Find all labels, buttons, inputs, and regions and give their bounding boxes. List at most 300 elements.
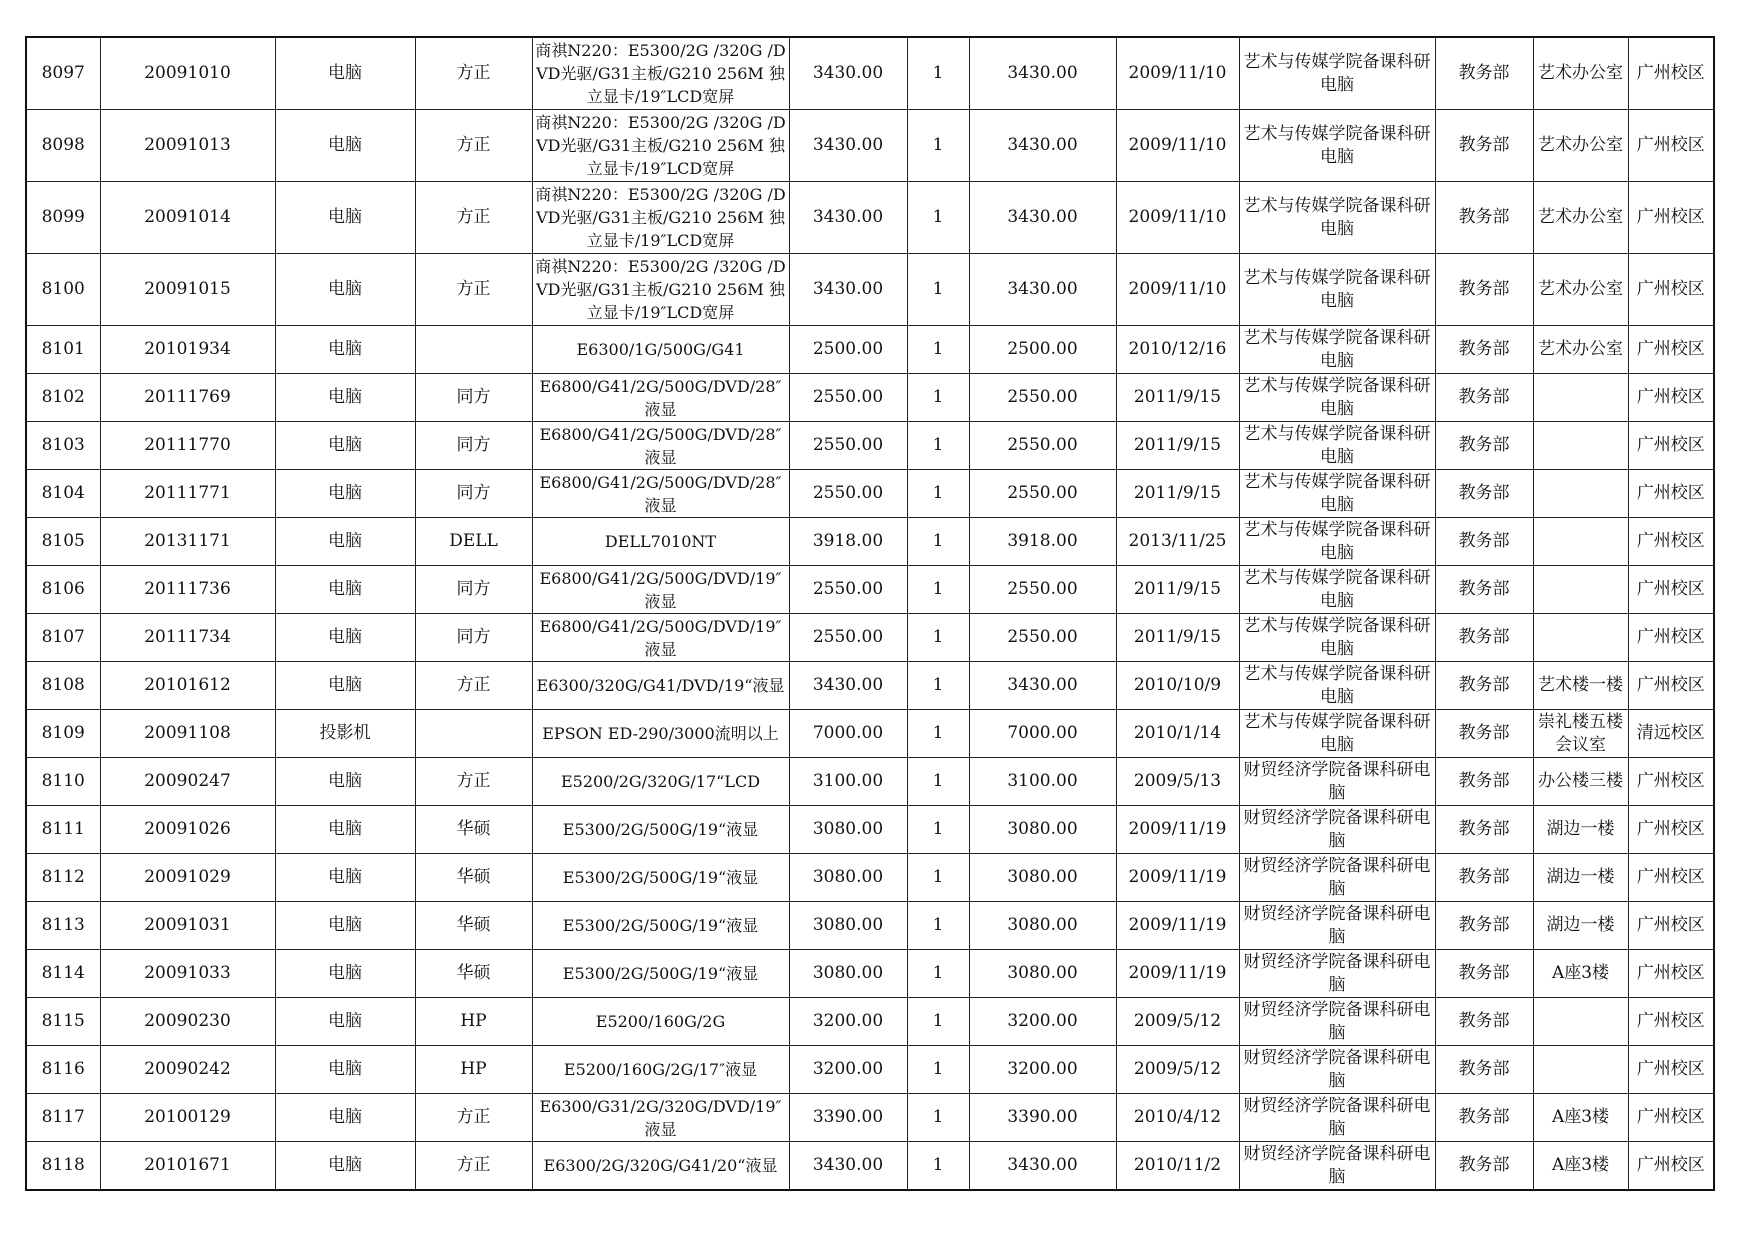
amount-cell: 3430.00 <box>969 110 1116 182</box>
department-cell: 教务部 <box>1435 37 1533 110</box>
purchase-date-cell: 2010/12/16 <box>1116 326 1239 374</box>
department-cell: 教务部 <box>1435 998 1533 1046</box>
department-cell: 教务部 <box>1435 1094 1533 1142</box>
category-cell: 电脑 <box>275 1046 415 1094</box>
category-cell: 电脑 <box>275 110 415 182</box>
campus-cell: 清远校区 <box>1628 710 1714 758</box>
location-cell <box>1533 998 1628 1046</box>
table-row <box>26 1094 1714 1142</box>
amount-cell: 3430.00 <box>969 182 1116 254</box>
brand-cell: 同方 <box>415 614 532 662</box>
campus-cell: 广州校区 <box>1628 758 1714 806</box>
row-number-cell: 8114 <box>26 950 100 998</box>
spec-cell: E5200/160G/2G <box>532 998 789 1046</box>
department-cell: 教务部 <box>1435 758 1533 806</box>
brand-cell: 方正 <box>415 758 532 806</box>
quantity-cell: 1 <box>907 422 969 470</box>
amount-cell: 7000.00 <box>969 710 1116 758</box>
campus-cell: 广州校区 <box>1628 37 1714 110</box>
spec-cell: 商祺N220：E5300/2G /320G /DVD光驱/G31主板/G210 256M 独立显卡/19″LCD宽屏 <box>532 254 789 326</box>
purpose-cell: 艺术与传媒学院备课科研电脑 <box>1239 254 1435 326</box>
location-cell <box>1533 374 1628 422</box>
purchase-date-cell: 2009/11/19 <box>1116 854 1239 902</box>
unit-price-cell: 3080.00 <box>789 854 907 902</box>
category-cell: 电脑 <box>275 37 415 110</box>
amount-cell: 2550.00 <box>969 374 1116 422</box>
purchase-date-cell: 2010/1/14 <box>1116 710 1239 758</box>
asset-id-cell: 20091029 <box>100 854 275 902</box>
location-cell <box>1533 614 1628 662</box>
campus-cell: 广州校区 <box>1628 470 1714 518</box>
quantity-cell: 1 <box>907 854 969 902</box>
asset-id-cell: 20091031 <box>100 902 275 950</box>
brand-cell: 方正 <box>415 254 532 326</box>
quantity-cell: 1 <box>907 758 969 806</box>
quantity-cell: 1 <box>907 950 969 998</box>
location-cell: 湖边一楼 <box>1533 902 1628 950</box>
unit-price-cell: 3200.00 <box>789 1046 907 1094</box>
asset-id-cell: 20091033 <box>100 950 275 998</box>
brand-cell: 方正 <box>415 1142 532 1191</box>
table-row <box>26 110 1714 182</box>
category-cell: 电脑 <box>275 422 415 470</box>
unit-price-cell: 3080.00 <box>789 902 907 950</box>
amount-cell: 3430.00 <box>969 37 1116 110</box>
purchase-date-cell: 2009/5/12 <box>1116 1046 1239 1094</box>
table-row <box>26 950 1714 998</box>
table-row <box>26 37 1714 110</box>
table-row <box>26 182 1714 254</box>
campus-cell: 广州校区 <box>1628 1046 1714 1094</box>
quantity-cell: 1 <box>907 37 969 110</box>
department-cell: 教务部 <box>1435 254 1533 326</box>
location-cell: 艺术办公室 <box>1533 110 1628 182</box>
brand-cell: HP <box>415 998 532 1046</box>
campus-cell: 广州校区 <box>1628 950 1714 998</box>
spec-cell: E6800/G41/2G/500G/DVD/19″液显 <box>532 566 789 614</box>
purpose-cell: 艺术与传媒学院备课科研电脑 <box>1239 374 1435 422</box>
amount-cell: 3430.00 <box>969 254 1116 326</box>
spec-cell: 商祺N220：E5300/2G /320G /DVD光驱/G31主板/G210 256M 独立显卡/19″LCD宽屏 <box>532 182 789 254</box>
table-row <box>26 566 1714 614</box>
spec-cell: E6300/G31/2G/320G/DVD/19″液显 <box>532 1094 789 1142</box>
department-cell: 教务部 <box>1435 326 1533 374</box>
department-cell: 教务部 <box>1435 902 1533 950</box>
purchase-date-cell: 2009/11/10 <box>1116 110 1239 182</box>
department-cell: 教务部 <box>1435 518 1533 566</box>
asset-id-cell: 20111770 <box>100 422 275 470</box>
amount-cell: 3430.00 <box>969 1142 1116 1191</box>
table-row <box>26 758 1714 806</box>
purchase-date-cell: 2009/11/19 <box>1116 806 1239 854</box>
spec-cell: E6800/G41/2G/500G/DVD/28″液显 <box>532 374 789 422</box>
brand-cell: 同方 <box>415 422 532 470</box>
department-cell: 教务部 <box>1435 182 1533 254</box>
department-cell: 教务部 <box>1435 854 1533 902</box>
purpose-cell: 艺术与传媒学院备课科研电脑 <box>1239 614 1435 662</box>
quantity-cell: 1 <box>907 806 969 854</box>
purchase-date-cell: 2009/5/12 <box>1116 998 1239 1046</box>
table-row <box>26 518 1714 566</box>
department-cell: 教务部 <box>1435 710 1533 758</box>
row-number-cell: 8118 <box>26 1142 100 1191</box>
campus-cell: 广州校区 <box>1628 110 1714 182</box>
asset-id-cell: 20131171 <box>100 518 275 566</box>
unit-price-cell: 3430.00 <box>789 110 907 182</box>
purpose-cell: 艺术与传媒学院备课科研电脑 <box>1239 470 1435 518</box>
row-number-cell: 8116 <box>26 1046 100 1094</box>
brand-cell <box>415 710 532 758</box>
spec-cell: DELL7010NT <box>532 518 789 566</box>
campus-cell: 广州校区 <box>1628 374 1714 422</box>
location-cell: 湖边一楼 <box>1533 854 1628 902</box>
table-row <box>26 422 1714 470</box>
category-cell: 电脑 <box>275 470 415 518</box>
category-cell: 电脑 <box>275 998 415 1046</box>
row-number-cell: 8098 <box>26 110 100 182</box>
category-cell: 电脑 <box>275 1142 415 1191</box>
campus-cell: 广州校区 <box>1628 518 1714 566</box>
category-cell: 电脑 <box>275 566 415 614</box>
location-cell: A座3楼 <box>1533 950 1628 998</box>
table-row <box>26 998 1714 1046</box>
location-cell: A座3楼 <box>1533 1142 1628 1191</box>
quantity-cell: 1 <box>907 662 969 710</box>
category-cell: 电脑 <box>275 518 415 566</box>
purpose-cell: 财贸经济学院备课科研电脑 <box>1239 902 1435 950</box>
location-cell: 艺术办公室 <box>1533 254 1628 326</box>
brand-cell: HP <box>415 1046 532 1094</box>
purpose-cell: 艺术与传媒学院备课科研电脑 <box>1239 566 1435 614</box>
location-cell: 崇礼楼五楼会议室 <box>1533 710 1628 758</box>
amount-cell: 2500.00 <box>969 326 1116 374</box>
purpose-cell: 艺术与传媒学院备课科研电脑 <box>1239 37 1435 110</box>
quantity-cell: 1 <box>907 518 969 566</box>
asset-id-cell: 20091108 <box>100 710 275 758</box>
campus-cell: 广州校区 <box>1628 1142 1714 1191</box>
table-row <box>26 854 1714 902</box>
table-row <box>26 1046 1714 1094</box>
quantity-cell: 1 <box>907 254 969 326</box>
campus-cell: 广州校区 <box>1628 662 1714 710</box>
location-cell <box>1533 1046 1628 1094</box>
amount-cell: 3430.00 <box>969 662 1116 710</box>
purpose-cell: 艺术与传媒学院备课科研电脑 <box>1239 422 1435 470</box>
purchase-date-cell: 2009/11/19 <box>1116 902 1239 950</box>
row-number-cell: 8115 <box>26 998 100 1046</box>
purpose-cell: 财贸经济学院备课科研电脑 <box>1239 806 1435 854</box>
campus-cell: 广州校区 <box>1628 182 1714 254</box>
asset-id-cell: 20091010 <box>100 37 275 110</box>
brand-cell: 方正 <box>415 110 532 182</box>
purpose-cell: 财贸经济学院备课科研电脑 <box>1239 950 1435 998</box>
category-cell: 电脑 <box>275 806 415 854</box>
purpose-cell: 财贸经济学院备课科研电脑 <box>1239 854 1435 902</box>
quantity-cell: 1 <box>907 326 969 374</box>
unit-price-cell: 3430.00 <box>789 1142 907 1191</box>
row-number-cell: 8107 <box>26 614 100 662</box>
purpose-cell: 财贸经济学院备课科研电脑 <box>1239 1142 1435 1191</box>
table-row <box>26 470 1714 518</box>
asset-id-cell: 20111736 <box>100 566 275 614</box>
row-number-cell: 8117 <box>26 1094 100 1142</box>
table-row <box>26 902 1714 950</box>
row-number-cell: 8109 <box>26 710 100 758</box>
unit-price-cell: 2550.00 <box>789 614 907 662</box>
purpose-cell: 艺术与传媒学院备课科研电脑 <box>1239 518 1435 566</box>
table-row <box>26 254 1714 326</box>
amount-cell: 3200.00 <box>969 998 1116 1046</box>
amount-cell: 2550.00 <box>969 614 1116 662</box>
purchase-date-cell: 2010/4/12 <box>1116 1094 1239 1142</box>
unit-price-cell: 3080.00 <box>789 806 907 854</box>
amount-cell: 2550.00 <box>969 566 1116 614</box>
purpose-cell: 艺术与传媒学院备课科研电脑 <box>1239 110 1435 182</box>
purchase-date-cell: 2009/11/19 <box>1116 950 1239 998</box>
asset-id-cell: 20091014 <box>100 182 275 254</box>
purchase-date-cell: 2009/11/10 <box>1116 37 1239 110</box>
department-cell: 教务部 <box>1435 422 1533 470</box>
quantity-cell: 1 <box>907 374 969 422</box>
category-cell: 电脑 <box>275 254 415 326</box>
department-cell: 教务部 <box>1435 566 1533 614</box>
campus-cell: 广州校区 <box>1628 998 1714 1046</box>
row-number-cell: 8106 <box>26 566 100 614</box>
asset-id-cell: 20091013 <box>100 110 275 182</box>
department-cell: 教务部 <box>1435 1142 1533 1191</box>
category-cell: 投影机 <box>275 710 415 758</box>
location-cell: 艺术办公室 <box>1533 37 1628 110</box>
quantity-cell: 1 <box>907 566 969 614</box>
unit-price-cell: 7000.00 <box>789 710 907 758</box>
campus-cell: 广州校区 <box>1628 422 1714 470</box>
campus-cell: 广州校区 <box>1628 254 1714 326</box>
spec-cell: E6300/2G/320G/G41/20“液显 <box>532 1142 789 1191</box>
brand-cell: 方正 <box>415 662 532 710</box>
amount-cell: 2550.00 <box>969 470 1116 518</box>
purchase-date-cell: 2013/11/25 <box>1116 518 1239 566</box>
location-cell <box>1533 566 1628 614</box>
brand-cell: 同方 <box>415 374 532 422</box>
campus-cell: 广州校区 <box>1628 614 1714 662</box>
quantity-cell: 1 <box>907 1142 969 1191</box>
unit-price-cell: 3430.00 <box>789 182 907 254</box>
amount-cell: 3918.00 <box>969 518 1116 566</box>
spec-cell: E5300/2G/500G/19“液显 <box>532 854 789 902</box>
row-number-cell: 8100 <box>26 254 100 326</box>
category-cell: 电脑 <box>275 950 415 998</box>
quantity-cell: 1 <box>907 902 969 950</box>
table-row <box>26 710 1714 758</box>
brand-cell: 同方 <box>415 470 532 518</box>
unit-price-cell: 3100.00 <box>789 758 907 806</box>
unit-price-cell: 2550.00 <box>789 422 907 470</box>
purchase-date-cell: 2009/11/10 <box>1116 182 1239 254</box>
table-body <box>26 37 1714 1190</box>
purchase-date-cell: 2011/9/15 <box>1116 422 1239 470</box>
brand-cell: DELL <box>415 518 532 566</box>
purpose-cell: 财贸经济学院备课科研电脑 <box>1239 998 1435 1046</box>
location-cell: 办公楼三楼 <box>1533 758 1628 806</box>
unit-price-cell: 3200.00 <box>789 998 907 1046</box>
asset-id-cell: 20090247 <box>100 758 275 806</box>
campus-cell: 广州校区 <box>1628 326 1714 374</box>
asset-id-cell: 20101934 <box>100 326 275 374</box>
asset-id-cell: 20100129 <box>100 1094 275 1142</box>
asset-id-cell: 20111734 <box>100 614 275 662</box>
unit-price-cell: 3430.00 <box>789 662 907 710</box>
row-number-cell: 8108 <box>26 662 100 710</box>
row-number-cell: 8113 <box>26 902 100 950</box>
amount-cell: 3080.00 <box>969 854 1116 902</box>
spec-cell: E5300/2G/500G/19“液显 <box>532 902 789 950</box>
location-cell: 艺术办公室 <box>1533 182 1628 254</box>
purchase-date-cell: 2009/11/10 <box>1116 254 1239 326</box>
spec-cell: E6800/G41/2G/500G/DVD/19″液显 <box>532 614 789 662</box>
row-number-cell: 8097 <box>26 37 100 110</box>
purchase-date-cell: 2009/5/13 <box>1116 758 1239 806</box>
unit-price-cell: 3390.00 <box>789 1094 907 1142</box>
brand-cell: 华硕 <box>415 854 532 902</box>
row-number-cell: 8101 <box>26 326 100 374</box>
unit-price-cell: 3430.00 <box>789 37 907 110</box>
spec-cell: E5300/2G/500G/19“液显 <box>532 950 789 998</box>
unit-price-cell: 2500.00 <box>789 326 907 374</box>
brand-cell <box>415 326 532 374</box>
row-number-cell: 8110 <box>26 758 100 806</box>
brand-cell: 方正 <box>415 1094 532 1142</box>
purchase-date-cell: 2011/9/15 <box>1116 614 1239 662</box>
location-cell: 艺术楼一楼 <box>1533 662 1628 710</box>
category-cell: 电脑 <box>275 662 415 710</box>
location-cell <box>1533 518 1628 566</box>
unit-price-cell: 3918.00 <box>789 518 907 566</box>
purpose-cell: 财贸经济学院备课科研电脑 <box>1239 1094 1435 1142</box>
amount-cell: 3080.00 <box>969 950 1116 998</box>
amount-cell: 2550.00 <box>969 422 1116 470</box>
purchase-date-cell: 2010/11/2 <box>1116 1142 1239 1191</box>
department-cell: 教务部 <box>1435 470 1533 518</box>
department-cell: 教务部 <box>1435 950 1533 998</box>
unit-price-cell: 3430.00 <box>789 254 907 326</box>
spec-cell: 商祺N220：E5300/2G /320G /DVD光驱/G31主板/G210 256M 独立显卡/19″LCD宽屏 <box>532 37 789 110</box>
spec-cell: E5300/2G/500G/19“液显 <box>532 806 789 854</box>
quantity-cell: 1 <box>907 614 969 662</box>
purchase-date-cell: 2010/10/9 <box>1116 662 1239 710</box>
campus-cell: 广州校区 <box>1628 1094 1714 1142</box>
campus-cell: 广州校区 <box>1628 902 1714 950</box>
category-cell: 电脑 <box>275 1094 415 1142</box>
quantity-cell: 1 <box>907 710 969 758</box>
department-cell: 教务部 <box>1435 614 1533 662</box>
asset-id-cell: 20111771 <box>100 470 275 518</box>
asset-id-cell: 20090242 <box>100 1046 275 1094</box>
location-cell: 湖边一楼 <box>1533 806 1628 854</box>
spec-cell: 商祺N220：E5300/2G /320G /DVD光驱/G31主板/G210 256M 独立显卡/19″LCD宽屏 <box>532 110 789 182</box>
row-number-cell: 8102 <box>26 374 100 422</box>
department-cell: 教务部 <box>1435 1046 1533 1094</box>
row-number-cell: 8112 <box>26 854 100 902</box>
asset-id-cell: 20101612 <box>100 662 275 710</box>
brand-cell: 方正 <box>415 182 532 254</box>
table-row <box>26 1142 1714 1191</box>
asset-id-cell: 20090230 <box>100 998 275 1046</box>
table-row <box>26 614 1714 662</box>
asset-register-table <box>25 36 1715 1191</box>
amount-cell: 3080.00 <box>969 902 1116 950</box>
amount-cell: 3080.00 <box>969 806 1116 854</box>
asset-id-cell: 20091015 <box>100 254 275 326</box>
amount-cell: 3100.00 <box>969 758 1116 806</box>
quantity-cell: 1 <box>907 182 969 254</box>
category-cell: 电脑 <box>275 854 415 902</box>
category-cell: 电脑 <box>275 182 415 254</box>
table-row <box>26 806 1714 854</box>
asset-id-cell: 20091026 <box>100 806 275 854</box>
row-number-cell: 8104 <box>26 470 100 518</box>
table-row <box>26 374 1714 422</box>
row-number-cell: 8111 <box>26 806 100 854</box>
brand-cell: 华硕 <box>415 806 532 854</box>
table-row <box>26 662 1714 710</box>
quantity-cell: 1 <box>907 998 969 1046</box>
brand-cell: 方正 <box>415 37 532 110</box>
department-cell: 教务部 <box>1435 110 1533 182</box>
campus-cell: 广州校区 <box>1628 854 1714 902</box>
amount-cell: 3200.00 <box>969 1046 1116 1094</box>
purpose-cell: 艺术与传媒学院备课科研电脑 <box>1239 182 1435 254</box>
asset-id-cell: 20101671 <box>100 1142 275 1191</box>
unit-price-cell: 2550.00 <box>789 470 907 518</box>
location-cell <box>1533 422 1628 470</box>
table-row <box>26 326 1714 374</box>
quantity-cell: 1 <box>907 1046 969 1094</box>
amount-cell: 3390.00 <box>969 1094 1116 1142</box>
location-cell: A座3楼 <box>1533 1094 1628 1142</box>
brand-cell: 华硕 <box>415 902 532 950</box>
spec-cell: E6300/320G/G41/DVD/19“液显 <box>532 662 789 710</box>
spec-cell: E6800/G41/2G/500G/DVD/28″液显 <box>532 470 789 518</box>
brand-cell: 华硕 <box>415 950 532 998</box>
spec-cell: E6300/1G/500G/G41 <box>532 326 789 374</box>
spec-cell: E5200/160G/2G/17″液显 <box>532 1046 789 1094</box>
campus-cell: 广州校区 <box>1628 806 1714 854</box>
row-number-cell: 8099 <box>26 182 100 254</box>
department-cell: 教务部 <box>1435 374 1533 422</box>
spec-cell: E5200/2G/320G/17“LCD <box>532 758 789 806</box>
purchase-date-cell: 2011/9/15 <box>1116 470 1239 518</box>
unit-price-cell: 3080.00 <box>789 950 907 998</box>
spec-cell: EPSON ED-290/3000流明以上 <box>532 710 789 758</box>
purchase-date-cell: 2011/9/15 <box>1116 374 1239 422</box>
row-number-cell: 8105 <box>26 518 100 566</box>
spec-cell: E6800/G41/2G/500G/DVD/28″液显 <box>532 422 789 470</box>
category-cell: 电脑 <box>275 758 415 806</box>
category-cell: 电脑 <box>275 614 415 662</box>
purpose-cell: 财贸经济学院备课科研电脑 <box>1239 1046 1435 1094</box>
purpose-cell: 财贸经济学院备课科研电脑 <box>1239 758 1435 806</box>
location-cell <box>1533 470 1628 518</box>
row-number-cell: 8103 <box>26 422 100 470</box>
campus-cell: 广州校区 <box>1628 566 1714 614</box>
quantity-cell: 1 <box>907 110 969 182</box>
quantity-cell: 1 <box>907 470 969 518</box>
category-cell: 电脑 <box>275 326 415 374</box>
purpose-cell: 艺术与传媒学院备课科研电脑 <box>1239 326 1435 374</box>
category-cell: 电脑 <box>275 374 415 422</box>
category-cell: 电脑 <box>275 902 415 950</box>
department-cell: 教务部 <box>1435 806 1533 854</box>
